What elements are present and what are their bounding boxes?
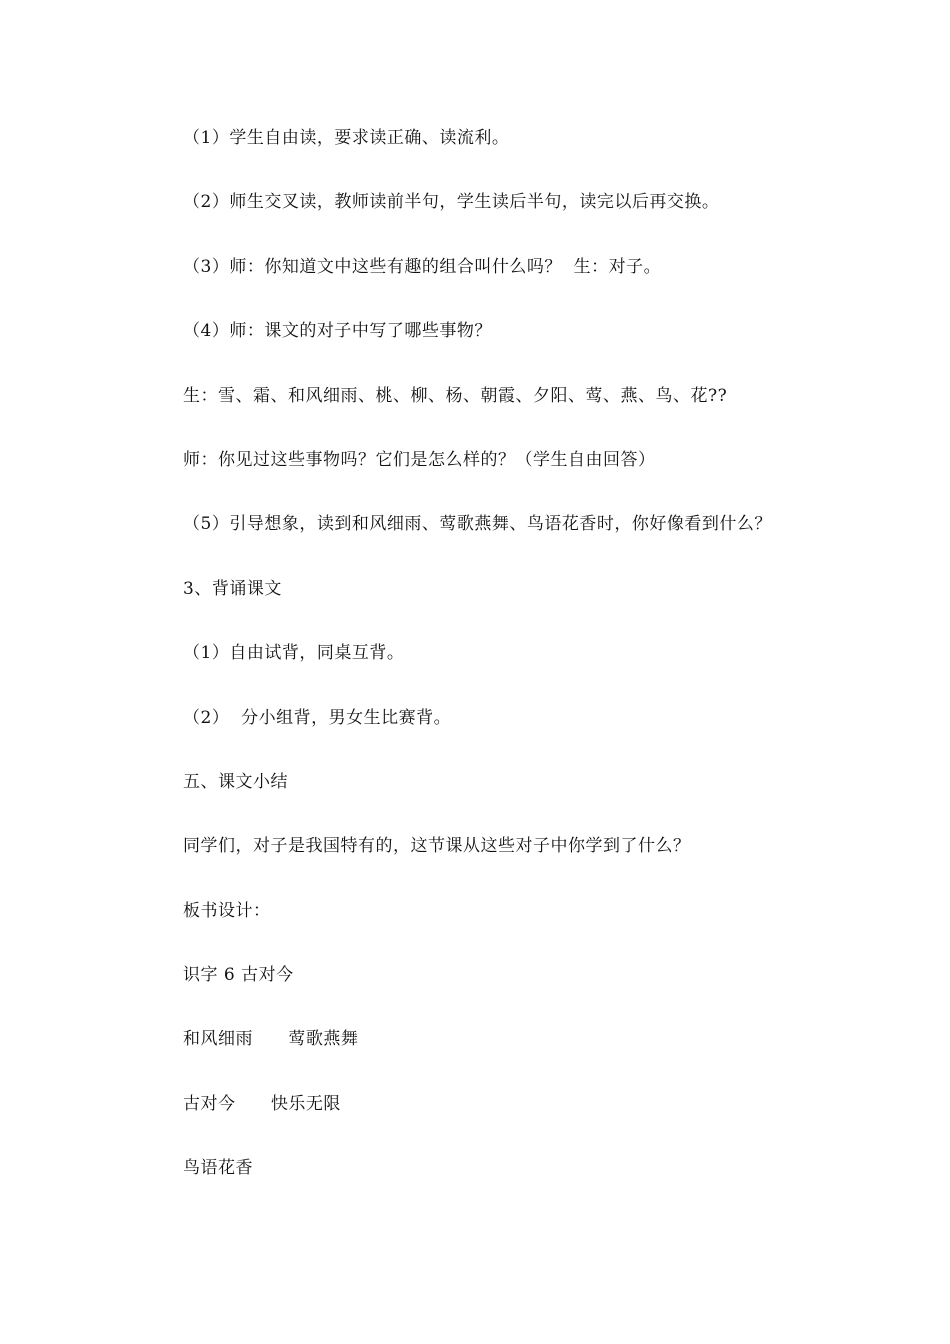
text-line-summary: 同学们，对子是我国特有的，这节课从这些对子中你学到了什么？ bbox=[183, 836, 691, 856]
text-line-step-1: （1）学生自由读，要求读正确、读流利。 bbox=[183, 128, 510, 148]
text-line-recite-1: （1）自由试背，同桌互背。 bbox=[183, 643, 405, 663]
text-line-step-4: （4）师：课文的对子中写了哪些事物？ bbox=[183, 321, 492, 341]
text-line-recite-2: （2） 分小组背，男女生比赛背。 bbox=[183, 708, 452, 728]
text-line-student-answer: 生：雪、霜、和风细雨、桃、柳、杨、朝霞、夕阳、莺、燕、鸟、花?? bbox=[183, 386, 728, 406]
board-title: 识字 6 古对今 bbox=[183, 965, 294, 985]
section-heading-board-design: 板书设计： bbox=[183, 901, 271, 921]
text-line-step-3: （3）师：你知道文中这些有趣的组合叫什么吗？ 生：对子。 bbox=[183, 257, 662, 277]
board-line-1: 和风细雨 莺歌燕舞 bbox=[183, 1029, 359, 1049]
board-line-2: 古对今 快乐无限 bbox=[183, 1094, 341, 1114]
board-line-3: 鸟语花香 bbox=[183, 1158, 253, 1178]
text-line-step-2: （2）师生交叉读，教师读前半句，学生读后半句，读完以后再交换。 bbox=[183, 192, 720, 212]
section-heading-summary: 五、课文小结 bbox=[183, 772, 288, 792]
section-heading-recite: 3、背诵课文 bbox=[183, 579, 282, 599]
text-line-step-5: （5）引导想象，读到和风细雨、莺歌燕舞、鸟语花香时，你好像看到什么？ bbox=[183, 514, 772, 534]
text-line-teacher-question: 师：你见过这些事物吗？它们是怎么样的？（学生自由回答） bbox=[183, 450, 656, 470]
